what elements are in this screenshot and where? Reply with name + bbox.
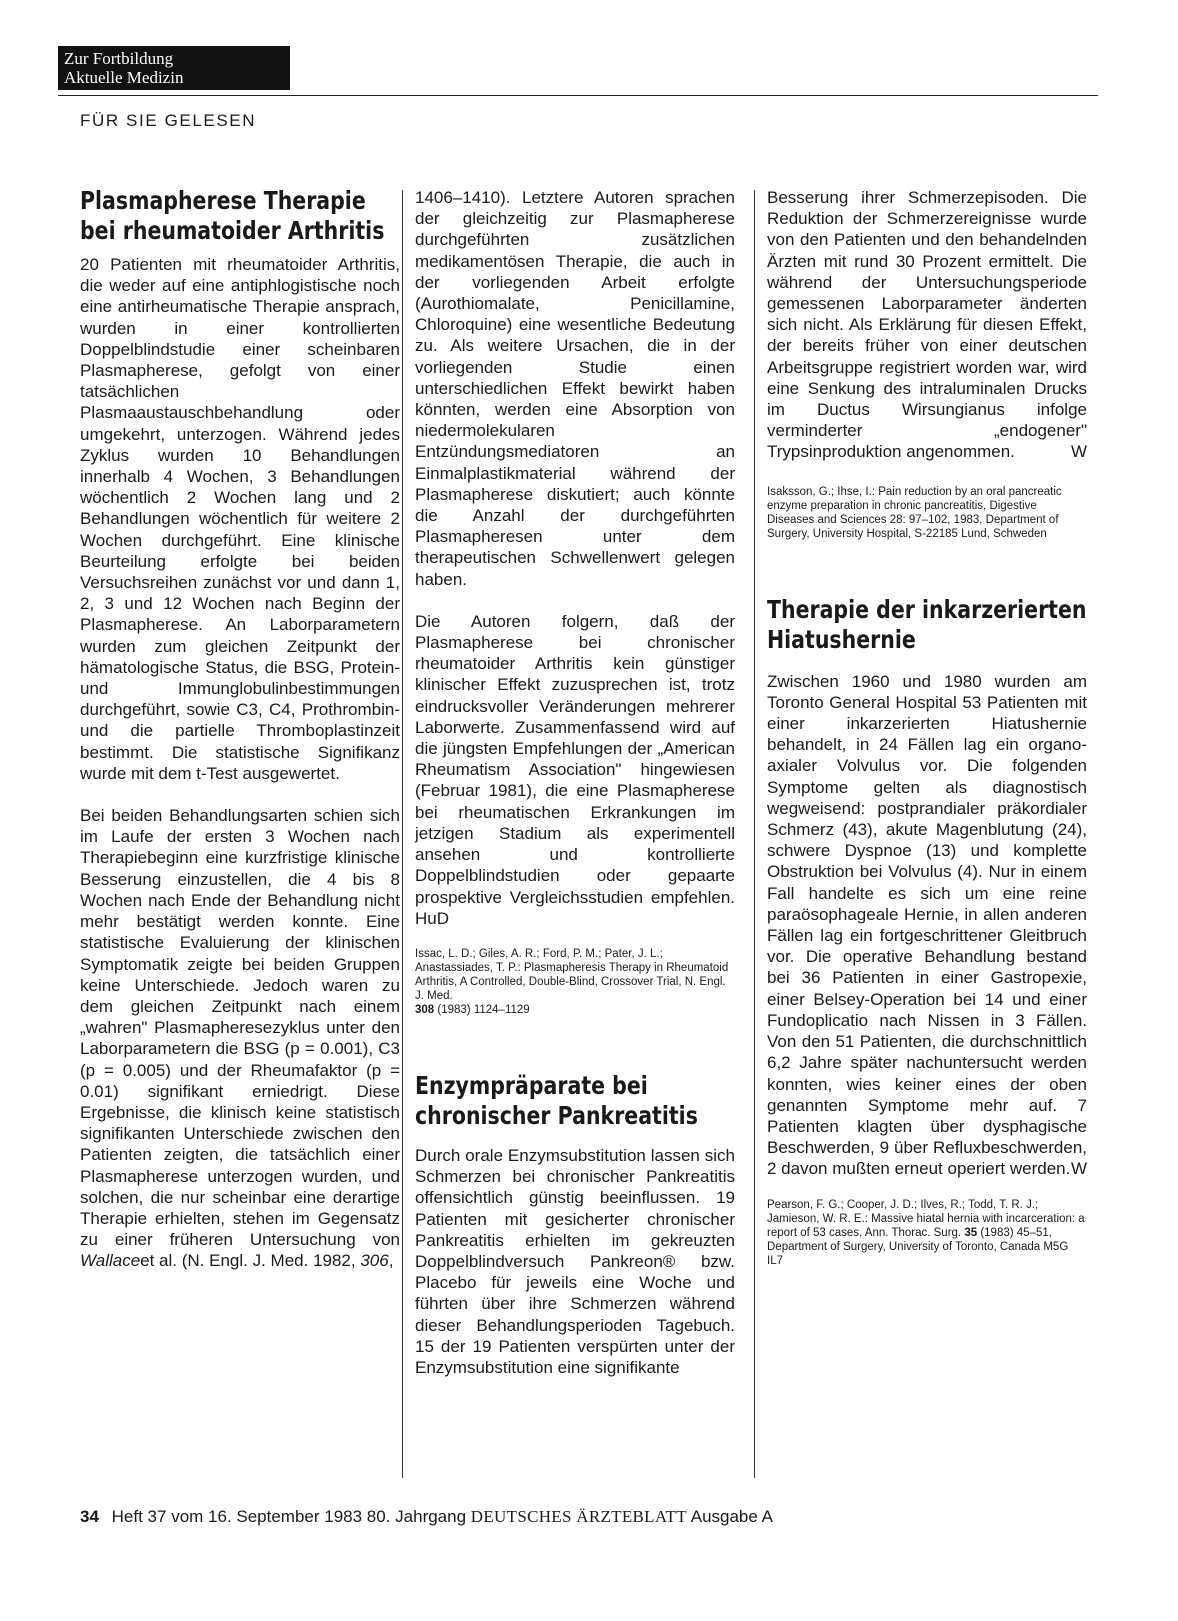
issue-info: Heft 37 vom 16. September 1983 80. Jahrgang (111, 1507, 467, 1526)
article-2-paragraph-2 (767, 187, 1087, 463)
article-3-title: Therapie der inkarzerierten Hiatushernie (767, 594, 1087, 654)
article-2-paragraph-2-text: Besserung ihrer Schmerzepisoden. Die Reduktion der Schmerzereignisse wurde von den Patienten und den behandelnden Ärzten mit rund 30 Prozent ermittelt. Die während der Untersuchungsperiode gemessenen Laborparameter änderten sich nicht. Als Erklärung für diesen Effekt, der bereits früher von einer deutschen Arbeitsgruppe registriert worden war, wird eine Senkung des intraluminalen Drucks im Ductus Wirsungianus infolge verminderter „endogener" Trypsinproduktion angenommen. (767, 188, 1087, 462)
article-3-signature: W (1070, 1159, 1087, 1179)
article-1-citation-tail: , (388, 1251, 394, 1271)
article-1-paragraph-4 (415, 611, 735, 929)
column-1 (80, 186, 400, 1272)
article-3-paragraph-1 (767, 671, 1087, 1180)
header-rule (58, 95, 1098, 96)
article-2-reference: Isaksson, G.; Ihse, I.: Pain reduction by an oral pancreatic enzyme preparation in chronic pancreatitis, Digestive Diseases and Sciences 28: 97–102, 1983, Department of Surgery, University Hospital, S-22185 Lund, Schweden (767, 485, 1062, 540)
article-3-reference-text: Pearson, F. G.; Cooper, J. D.; Ilves, R.; Todd, T. R. J.; Jamieson, W. R. E.: Massive hiatal hernia with incarceration: a report of 53 cases, Ann. Thorac. Surg. (767, 1198, 1085, 1239)
article-1-paragraph-4-text: Die Autoren folgern, daß der Plasmapherese bei chronischer rheumatoider Arthritis kein günstiger klinischer Effekt zuzusprechen ist, trotz eindrucksvoller Veränderungen mehrerer Laborwerte. Zusammenfassend wird auf die jüngsten Empfehlungen der „American Rheumatism Association" hingewiesen (Februar 1981), die eine Plasmapherese bei rheumatischen Erkrankungen im jetzigen Stadium als experimentell ansehen und kontrollierte Doppelblindstudien oder gepaarte prospektive Vergleichsstudien empfehlen. (415, 611, 735, 907)
article-1-reference (415, 947, 735, 1017)
article-1-cited-author: Wallace (80, 1251, 141, 1271)
column-rule-2 (754, 190, 755, 1478)
article-3-reference-volume: 35 (964, 1226, 978, 1239)
article-1-paragraph-2-text: Bei beiden Behandlungsarten schien sich im Laufe der ersten 3 Wochen nach Therapiebeginn eine kurzfristige klinische Besserung einzustellen, die 4 bis 8 Wochen nach Ende der Behandlung nicht mehr bestätigt werden konnte. Eine statistische Evaluierung der klinischen Symptomatik zeigte bei beiden Gruppen keine Unterschiede. Jedoch waren zu dem gleichen Zeitpunkt nach einem „wahren" Plasmapheresezyklus unter den Laborparametern die BSG (p = 0.001), C3 (p = 0.005) und der Rheumafaktor (p = 0.01) signifikant erniedrigt. Diese Ergebnisse, die klinisch keine statistisch signifikanten Unterschiede zwischen den Patienten zeigten, die tatsächlich einer Plasmapherese unterzogen wurden, und solchen, die nur scheinbar eine derartige Therapie erhielten, stehen im Gegensatz zu einer früheren Untersuchung von (80, 806, 400, 1250)
article-3-paragraph-1-text: Zwischen 1960 und 1980 wurden am Toronto General Hospital 53 Patienten mit einer inkarzerierten Hiatushernie behandelt, in 24 Fällen lag ein organo-axialer Volvulus vor. Die folgenden Symptome gelten als diagnostisch wegweisend: postprandialer präkordialer Schmerz (43), akute Magenblutung (24), schwere Dyspnoe (13) und komplette Obstruktion bei Volvulus (4). Nur in einem Fall handelte es sich um eine reine paraösophageale Hernie, in allen anderen Fällen lag ein fortgeschrittener Gleitbruch vor. Die operative Behandlung bestand bei 36 Patienten in einer Gastropexie, einer Belsey-Operation bei 14 und einer Fundoplicatio nach Nissen in 3 Fällen. Von den 51 Patienten, die durchschnittlich 6,2 Jahre später nachuntersucht werden konnten, wies keiner eines der oben genannten Symptome mehr auf. 7 Patienten klagten über dysphagische Beschwerden, 9 über Refluxbeschwerden, 2 davon mußten erneut operiert werden. (767, 671, 1087, 1179)
article-1-reference-text: Issac, L. D.; Giles, A. R.; Ford, P. M.; Pater, J. L.; Anastassiades, T. P.: Plasmapheresis Therapy in Rheumatoid Arthritis, A Controlled, Double-Blind, Crossover Trial, N. Engl. J. Med. (415, 947, 729, 1002)
article-1-signature: HuD (415, 908, 450, 928)
article-3-reference-tail: (1983) 45–51, Department of Surgery, University of Toronto, Canada M5G IL7 (767, 1226, 1069, 1267)
article-1-paragraph-2 (80, 805, 400, 1271)
article-1-paragraph-3: 1406–1410). Letztere Autoren sprachen der gleichzeitig zur Plasmapherese durchgeführten zusätzlichen medikamentösen Therapie, die auch in der vorliegenden Arbeit erfolgte (Aurothiomalate, Penicillamine, Chloroquine) eine wesentliche Bedeutung zu. Als weitere Ursachen, die in der vorliegenden Studie einen unterschiedlichen Effekt bewirkt haben könnten, werden eine Absorption von niedermolekularen Entzündungsmediatoren an Einmalplastikmaterial während der Plasmapherese diskutiert; auch könnte die Anzahl der durchgeführten Plasmapheresen unter dem therapeutischen Schwellenwert gelegen haben. (415, 188, 735, 589)
edition: Ausgabe A (690, 1507, 773, 1526)
section-label-line1: Zur Fortbildung (64, 49, 174, 68)
article-2-signature: W (1070, 442, 1087, 462)
article-2-title: Enzympräparate bei chronischer Pankreatitis (415, 1070, 698, 1130)
journal-name: DEUTSCHES ÄRZTEBLATT (470, 1507, 687, 1526)
page-number: 34 (80, 1507, 99, 1526)
article-1-citation: (N. Engl. J. Med. 1982, (181, 1251, 361, 1271)
page-footer (80, 1507, 773, 1527)
article-1-title: Plasmapherese Therapie bei rheumatoider Arthritis (80, 186, 385, 245)
article-1-reference-tail: (1983) 1124–1129 (434, 1003, 530, 1016)
column-rule-1 (402, 190, 403, 1478)
section-label-line2: Aktuelle Medizin (64, 68, 184, 87)
article-1-citation-volume: 306 (360, 1251, 389, 1271)
article-1-et-al: et al. (140, 1251, 178, 1271)
kicker: FÜR SIE GELESEN (80, 111, 257, 130)
article-1-reference-volume: 308 (415, 1003, 435, 1016)
article-3-reference (767, 1198, 1087, 1268)
column-2 (415, 187, 735, 1378)
column-3 (767, 187, 1087, 1268)
article-2-paragraph-1: Durch orale Enzymsubstitution lassen sich Schmerzen bei chronischer Pankreatitis offensichtlich günstig beeinflussen. 19 Patienten mit gesicherter chronischer Pankreatitis erhielten im gekreuzten Doppelblindversuch Pankreon® bzw. Placebo für jeweils eine Woche und führten über ihre Schmerzen während dieser Behandlungsperioden Tagebuch. 15 der 19 Patienten verspürten unter der Enzymsubstitution eine signifikante (415, 1145, 735, 1377)
section-label-box (58, 46, 290, 90)
article-1-paragraph-1: 20 Patienten mit rheumatoider Arthritis, die weder auf eine antiphlogistische noch eine antirheumatische Therapie ansprach, wurden in einer kontrollierten Doppelblindstudie einer scheinbaren Plasmapherese, gefolgt von einer tatsächlichen Plasmaaustauschbehandlung oder umgekehrt, unterzogen. Während jedes Zyklus wurden 10 Behandlungen innerhalb 4 Wochen, 3 Behandlungen wöchentlich 2 Wochen lang und 2 Behandlungen wöchentlich für weitere 2 Wochen durchgeführt. Eine klinische Beurteilung erfolgte bei beiden Versuchsreihen zunächst vor und dann 1, 2, 3 und 12 Wochen nach Beginn der Plasmapherese. An Laborparametern wurden zum gleichen Zeitpunkt der hämatologische Status, die BSG, Protein- und Immunglobulinbestimmungen durchgeführt, sowie C3, C4, Prothrombin- und die partielle Thromboplastinzeit bestimmt. Die statistische Signifikanz wurde mit dem t-Test ausgewertet. (80, 255, 400, 783)
